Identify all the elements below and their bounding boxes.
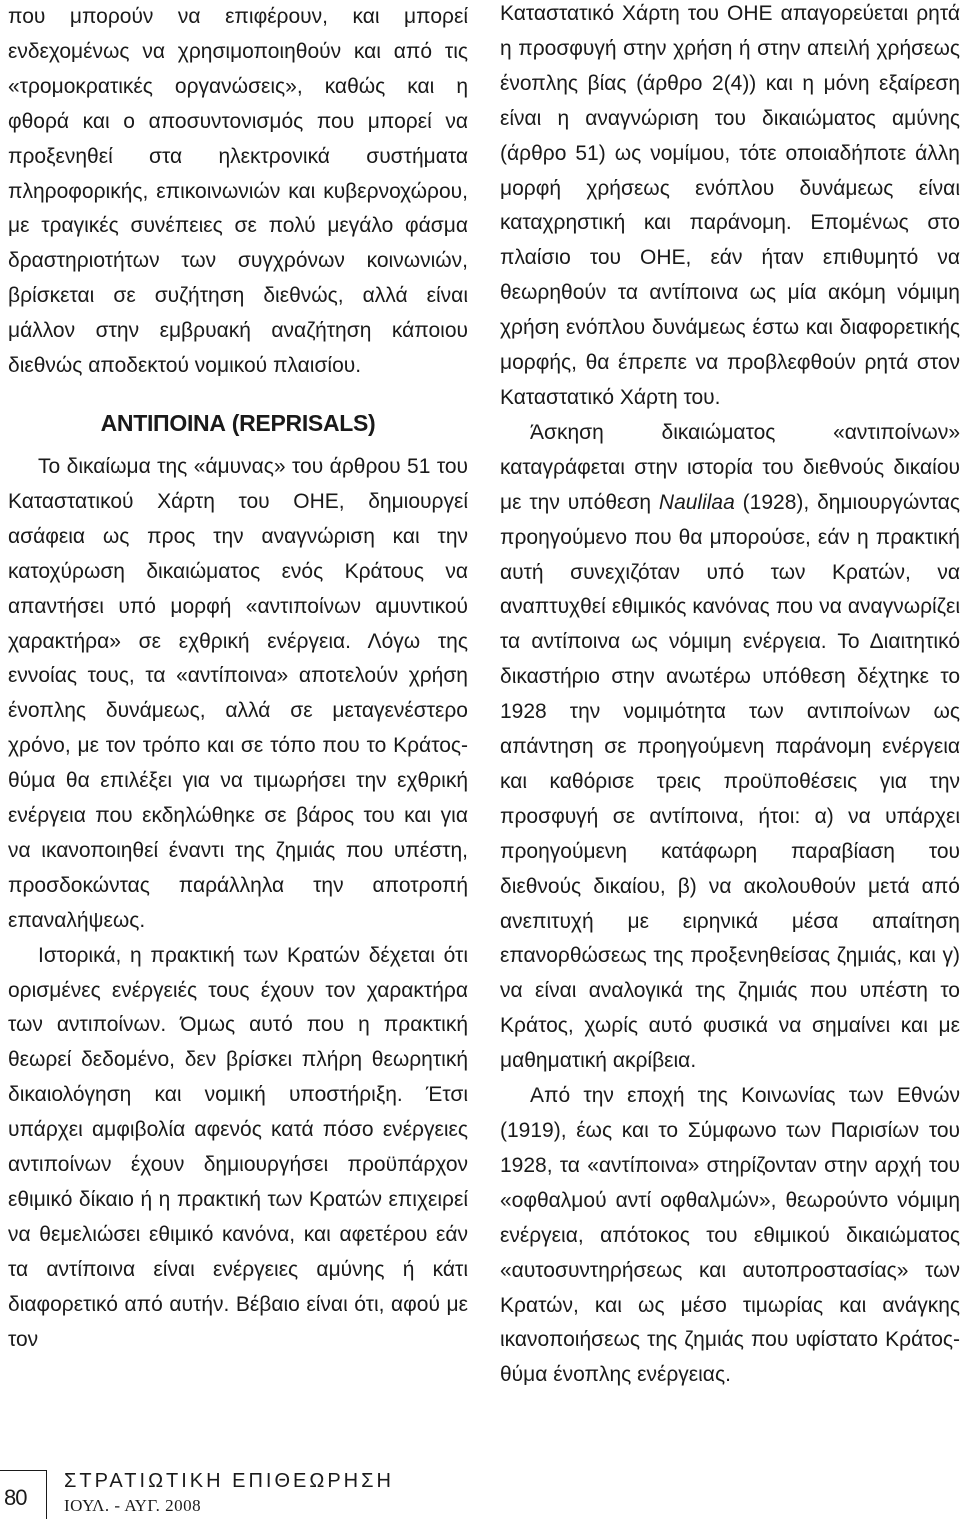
continuation-paragraph: Καταστατικό Χάρτη του ΟΗΕ απαγορεύεται ρητά η προσφυγή στην χρήση ή στην απειλή χρήσεως ένοπλης βίας (άρθρο 2(4)) και η μόνη εξαίρεση είναι η αναγνώριση του δικαιώματος αμύνης (άρθρο 51) ως νομίμου, τότε οποιαδήποτε άλλη μορφή χρήσεως ενόπλου δυνάμεως είναι καταχρηστική και παράνομη. Επομένως στο πλαίσιο του ΟΗΕ, εάν ήταν επιθυμητό να θεωρηθούν τα αντίποινα ως μία ακόμη νόμιμη χρήση ενόπλου δυνάμεως έστω και διαφορετικής μορφής, θα έπρεπε να προβλεφθούν ρητά στον Καταστατικό Χάρτη του.: [500, 2, 960, 409]
body-paragraph-2: Ιστορικά, η πρακτική των Κρατών δέχεται ότι ορισμένες ενέργειές τους έχουν τον χαρακτήρα των αντιποίνων. Όμως αυτό που η πρακτική θεωρεί δεδομένο, δεν βρίσκει πλήρη θεωρητική δικαιολόγηση και νομική υποστήριξη. Έτσι υπάρχει αμφιβολία αφενός κατά πόσο ενέργειες αντιποίνων έχουν δημιουργήσει προϋπάρχον εθιμικό δίκαιο ή η πρακτική των Κρατών επιχειρεί να θεμελιώσει εθιμικό κανόνα, και αφετέρου εάν τα αντίποινα είναι ενέργειες αμύνης ή κάτι διαφορετικό από αυτήν. Βέβαιο είναι ότι, αφού με τον: [8, 943, 468, 1351]
page-footer: [0, 1462, 960, 1521]
body-paragraph-4: Από την εποχή της Κοινωνίας των Εθνών (1919), έως και το Σύμφωνο των Παρισίων του 1928, τα «αντίποινα» στηρίζονταν στην αρχή του «οφθαλμού αντί οφθαλμών», θεωρούντο νόμιμη ενέργεια, απότοκος του εθιμικού δικαιώματος «αυτοσυντηρήσεως και αυτοπροστασίας» των Κρατών, και ως μέσο τιμωρίας και ανάγκης ικανοποιήσεως της ζημιάς που υφίστατο Κράτος-θύμα ένοπλης ενέργειας.: [500, 1084, 960, 1387]
body-paragraph-1: Το δικαίωμα της «άμυνας» του άρθρου 51 του Καταστατικού Χάρτη του ΟΗΕ, δημιουργεί ασάφεια ως προς την αναγνώριση και την κατοχύρωση δικαιώματος ενός Κράτους να απαντήσει υπό μορφή «αντιποίνων αμυντικού χαρακτήρα» σε εχθρική ενέργεια. Λόγω της εννοίας τους, τα «αντίποινα» αποτελούν χρήση ένοπλης δυνάμεως, αλλά σε μεταγενέστερο χρόνο, με τον τρόπο και σε τόπο που το Κράτος-θύμα θα επιλέξει για να τιμωρήσει την εχθρική ενέργεια που εκδηλώθηκε σε βάρος του και για να ικανοποιηθεί έναντι της ζημιάς που υπέστη, προσδοκώντας παράλληλα την αποτροπή επαναλήψεως.: [8, 454, 468, 932]
page-number-box: [0, 1470, 47, 1519]
right-column: [500, 0, 960, 1393]
left-column: [8, 0, 468, 1358]
issue-date: ΙΟΥΛ. - ΑΥΓ. 2008: [64, 1496, 202, 1515]
section-heading: ΑΝΤΙΠΟΙΝΑ (REPRISALS): [100, 409, 376, 436]
paragraph-3-text-end: (1928), δημιουργώντας προηγούμενο που θα μπορούσε, εάν η πρακτική αυτή συνεχιζόταν υπό των Κρατών, να αναπτυχθεί εθιμικός κανόνας που να αναγνωρίζει τα αντίποινα ως νόμιμη ενέργεια. Το Διαιτητικό δικαστήριο στην ανωτέρω υπόθεση δέχτηκε το 1928 την νομιμότητα των αντιποίνων ως απάντηση σε προηγούμενη παράνομη ενέργεια και καθόρισε τρεις προϋποθέσεις για την προσφυγή σε αντίποινα, ήτοι: α) να υπάρχει προηγούμενη κατάφωρη παραβίαση του διεθνούς δικαίου, β) να ακολουθούν μετά από ανεπιτυχή με ειρηνικά μέσα απαίτηση επανορθώσεως της προξενηθείσας ζημιάς, και γ) να είναι αναλογικά της ζημιάς που υπέστη το Κράτος, χωρίς αυτό φυσικά να σημαίνει και με μαθηματική ακρίβεια.: [500, 490, 960, 1073]
body-paragraph-3: [500, 416, 960, 1079]
page-number: 80: [4, 1485, 27, 1510]
case-name-italic: Naulilaa: [658, 490, 735, 514]
journal-title: ΣΤΡΑΤΙΩΤΙΚΗ ΕΠΙΘΕΩΡΗΣΗ: [64, 1470, 394, 1492]
intro-paragraph: που μπορούν να επιφέρουν, και μπορεί ενδεχομένως να χρησιμοποιηθούν και από τις «τρομοκρατικές οργανώσεις», καθώς και η φθορά και ο αποσυντονισμός που μπορεί να προξενηθεί στα ηλεκτρονικά συστήματα πληροφορικής, επικοινωνιών και κυβερνοχώρου, με τραγικές συνέπειες σε πολύ μεγάλο φάσμα δραστηριοτήτων των συγχρόνων κοινωνιών, βρίσκεται σε συζήτηση διεθνώς, αλλά είναι μάλλον στην εμβρυακή αναζήτηση κάποιου διεθνώς αποδεκτού νομικού πλαισίου.: [8, 5, 468, 378]
paragraph-3-text-start: Άσκηση δικαιώματος «αντιποίνων» καταγράφεται στην ιστορία του διεθνούς δικαίου με την υπόθεση: [500, 420, 960, 514]
